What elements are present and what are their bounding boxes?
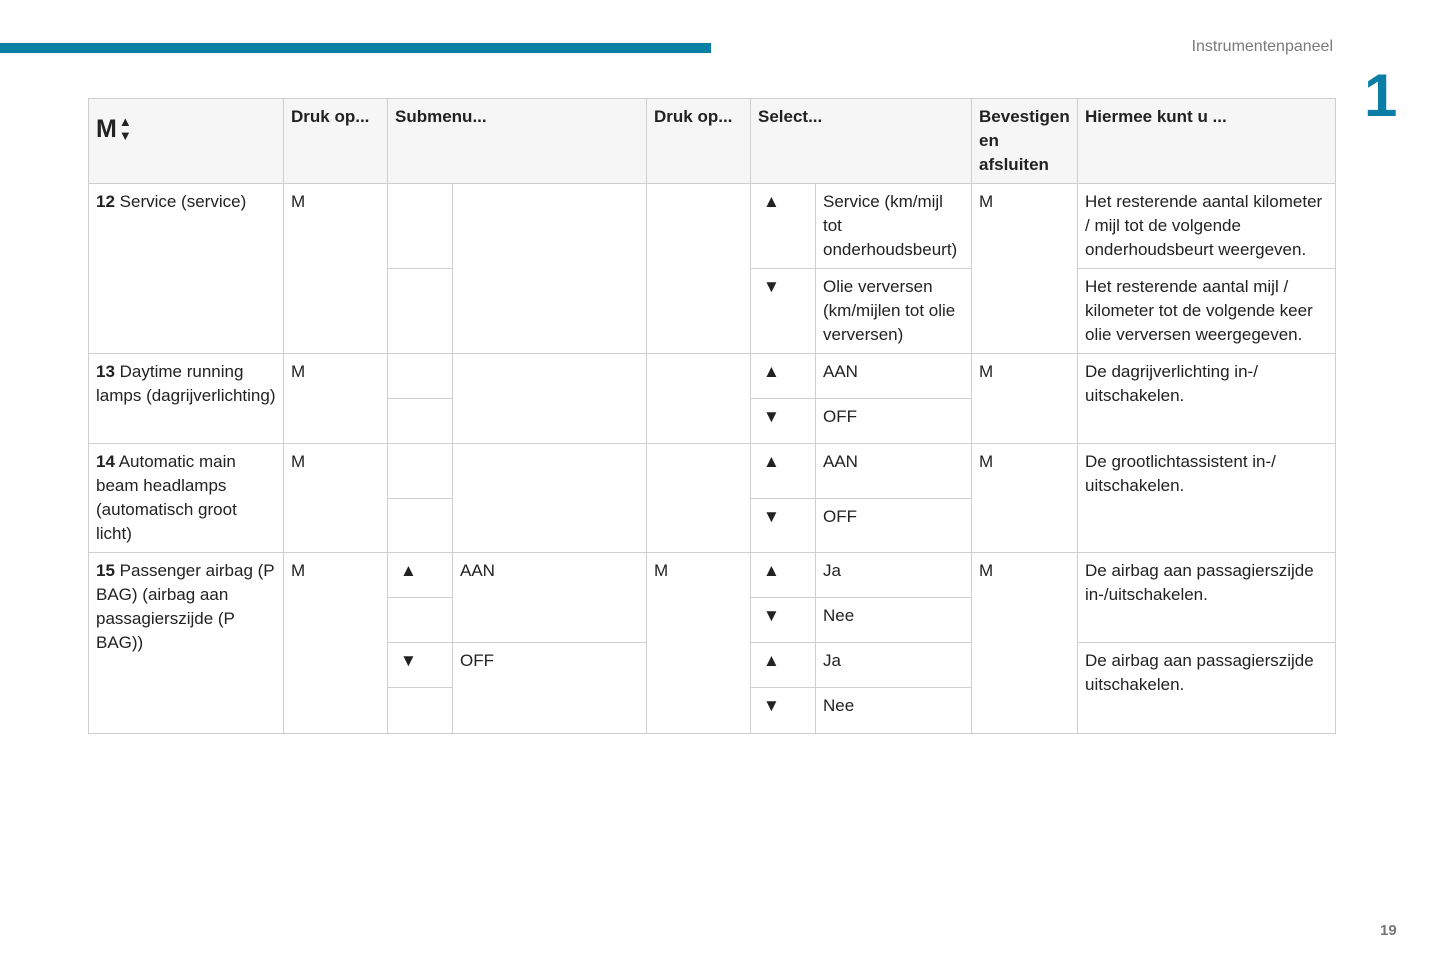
down-arrow-icon: ▼: [118, 128, 132, 143]
header-m-cell: [89, 99, 284, 184]
m-key-icon: M: [96, 115, 117, 143]
table-row: [89, 354, 1336, 399]
header-press-2: Druk op...: [647, 99, 751, 184]
chapter-number: 1: [1364, 62, 1398, 129]
option-text: OFF: [816, 399, 972, 444]
option-text: Olie verversen (km/mijlen tot olie verversen): [816, 269, 972, 354]
m-key-icon: M: [284, 553, 388, 734]
table-row: [89, 184, 1336, 269]
section-title: Instrumentenpaneel: [1191, 38, 1333, 55]
option-text: AAN: [816, 354, 972, 399]
m-key-icon: M: [284, 354, 388, 444]
result-text: Het resterende aantal kilometer / mijl tot de volgende onderhoudsbeurt weergeven.: [1078, 184, 1336, 269]
option-text: Ja: [816, 643, 972, 688]
option-text: Ja: [816, 553, 972, 598]
down-arrow-icon: ▼: [751, 399, 816, 444]
result-text: De dagrijverlichting in-/ uitschakelen.: [1078, 354, 1336, 444]
option-text: Service (km/mijl tot onderhoudsbeurt): [816, 184, 972, 269]
down-arrow-icon: ▼: [751, 598, 816, 643]
down-arrow-icon: ▼: [751, 688, 816, 734]
result-text: De airbag aan passagierszijde in-/uitschakelen.: [1078, 553, 1336, 643]
header-confirm: Bevestigen en afsluiten: [972, 99, 1078, 184]
header-press-1: Druk op...: [284, 99, 388, 184]
m-key-icon: M: [647, 553, 751, 734]
header-submenu: Submenu...: [388, 99, 647, 184]
submenu-option-text: AAN: [453, 553, 647, 643]
up-arrow-icon: ▲: [751, 553, 816, 598]
m-key-icon: M: [972, 354, 1078, 444]
table-row: [89, 444, 1336, 499]
table-header-row: [89, 99, 1336, 184]
up-arrow-icon: ▲: [751, 354, 816, 399]
result-text: De airbag aan passagierszijde uitschakelen.: [1078, 643, 1336, 734]
page-number: 19: [1380, 922, 1397, 939]
down-arrow-icon: ▼: [751, 499, 816, 553]
result-text: De grootlichtassistent in-/ uitschakelen.: [1078, 444, 1336, 553]
top-accent-bar: [0, 43, 711, 53]
m-key-icon: M: [972, 184, 1078, 354]
result-text: Het resterende aantal mijl / kilometer tot de volgende keer olie verversen weergegeven.: [1078, 269, 1336, 354]
m-key-icon: M: [284, 184, 388, 354]
m-key-icon: M: [284, 444, 388, 553]
m-key-icon: M: [972, 553, 1078, 734]
settings-table: [88, 98, 1336, 734]
menu-item-label: 14 Automatic main beam headlamps (automatisch groot licht): [89, 444, 284, 553]
option-text: Nee: [816, 688, 972, 734]
option-text: OFF: [816, 499, 972, 553]
up-arrow-icon: ▲: [751, 444, 816, 499]
up-arrow-icon: ▲: [118, 114, 132, 129]
m-key-icon: M: [972, 444, 1078, 553]
menu-item-label: 13 Daytime running lamps (dagrijverlichting): [89, 354, 284, 444]
up-arrow-icon: ▲: [388, 553, 453, 598]
header-allows: Hiermee kunt u ...: [1078, 99, 1336, 184]
submenu-option-text: OFF: [453, 643, 647, 734]
table-row: [89, 553, 1336, 598]
menu-item-label: 12 Service (service): [89, 184, 284, 354]
header-select: Select...: [751, 99, 972, 184]
up-arrow-icon: ▲: [751, 184, 816, 269]
down-arrow-icon: ▼: [388, 643, 453, 688]
menu-item-label: 15 Passenger airbag (P BAG) (airbag aan passagierszijde (P BAG)): [89, 553, 284, 734]
up-arrow-icon: ▲: [751, 643, 816, 688]
option-text: AAN: [816, 444, 972, 499]
down-arrow-icon: ▼: [751, 269, 816, 354]
option-text: Nee: [816, 598, 972, 643]
